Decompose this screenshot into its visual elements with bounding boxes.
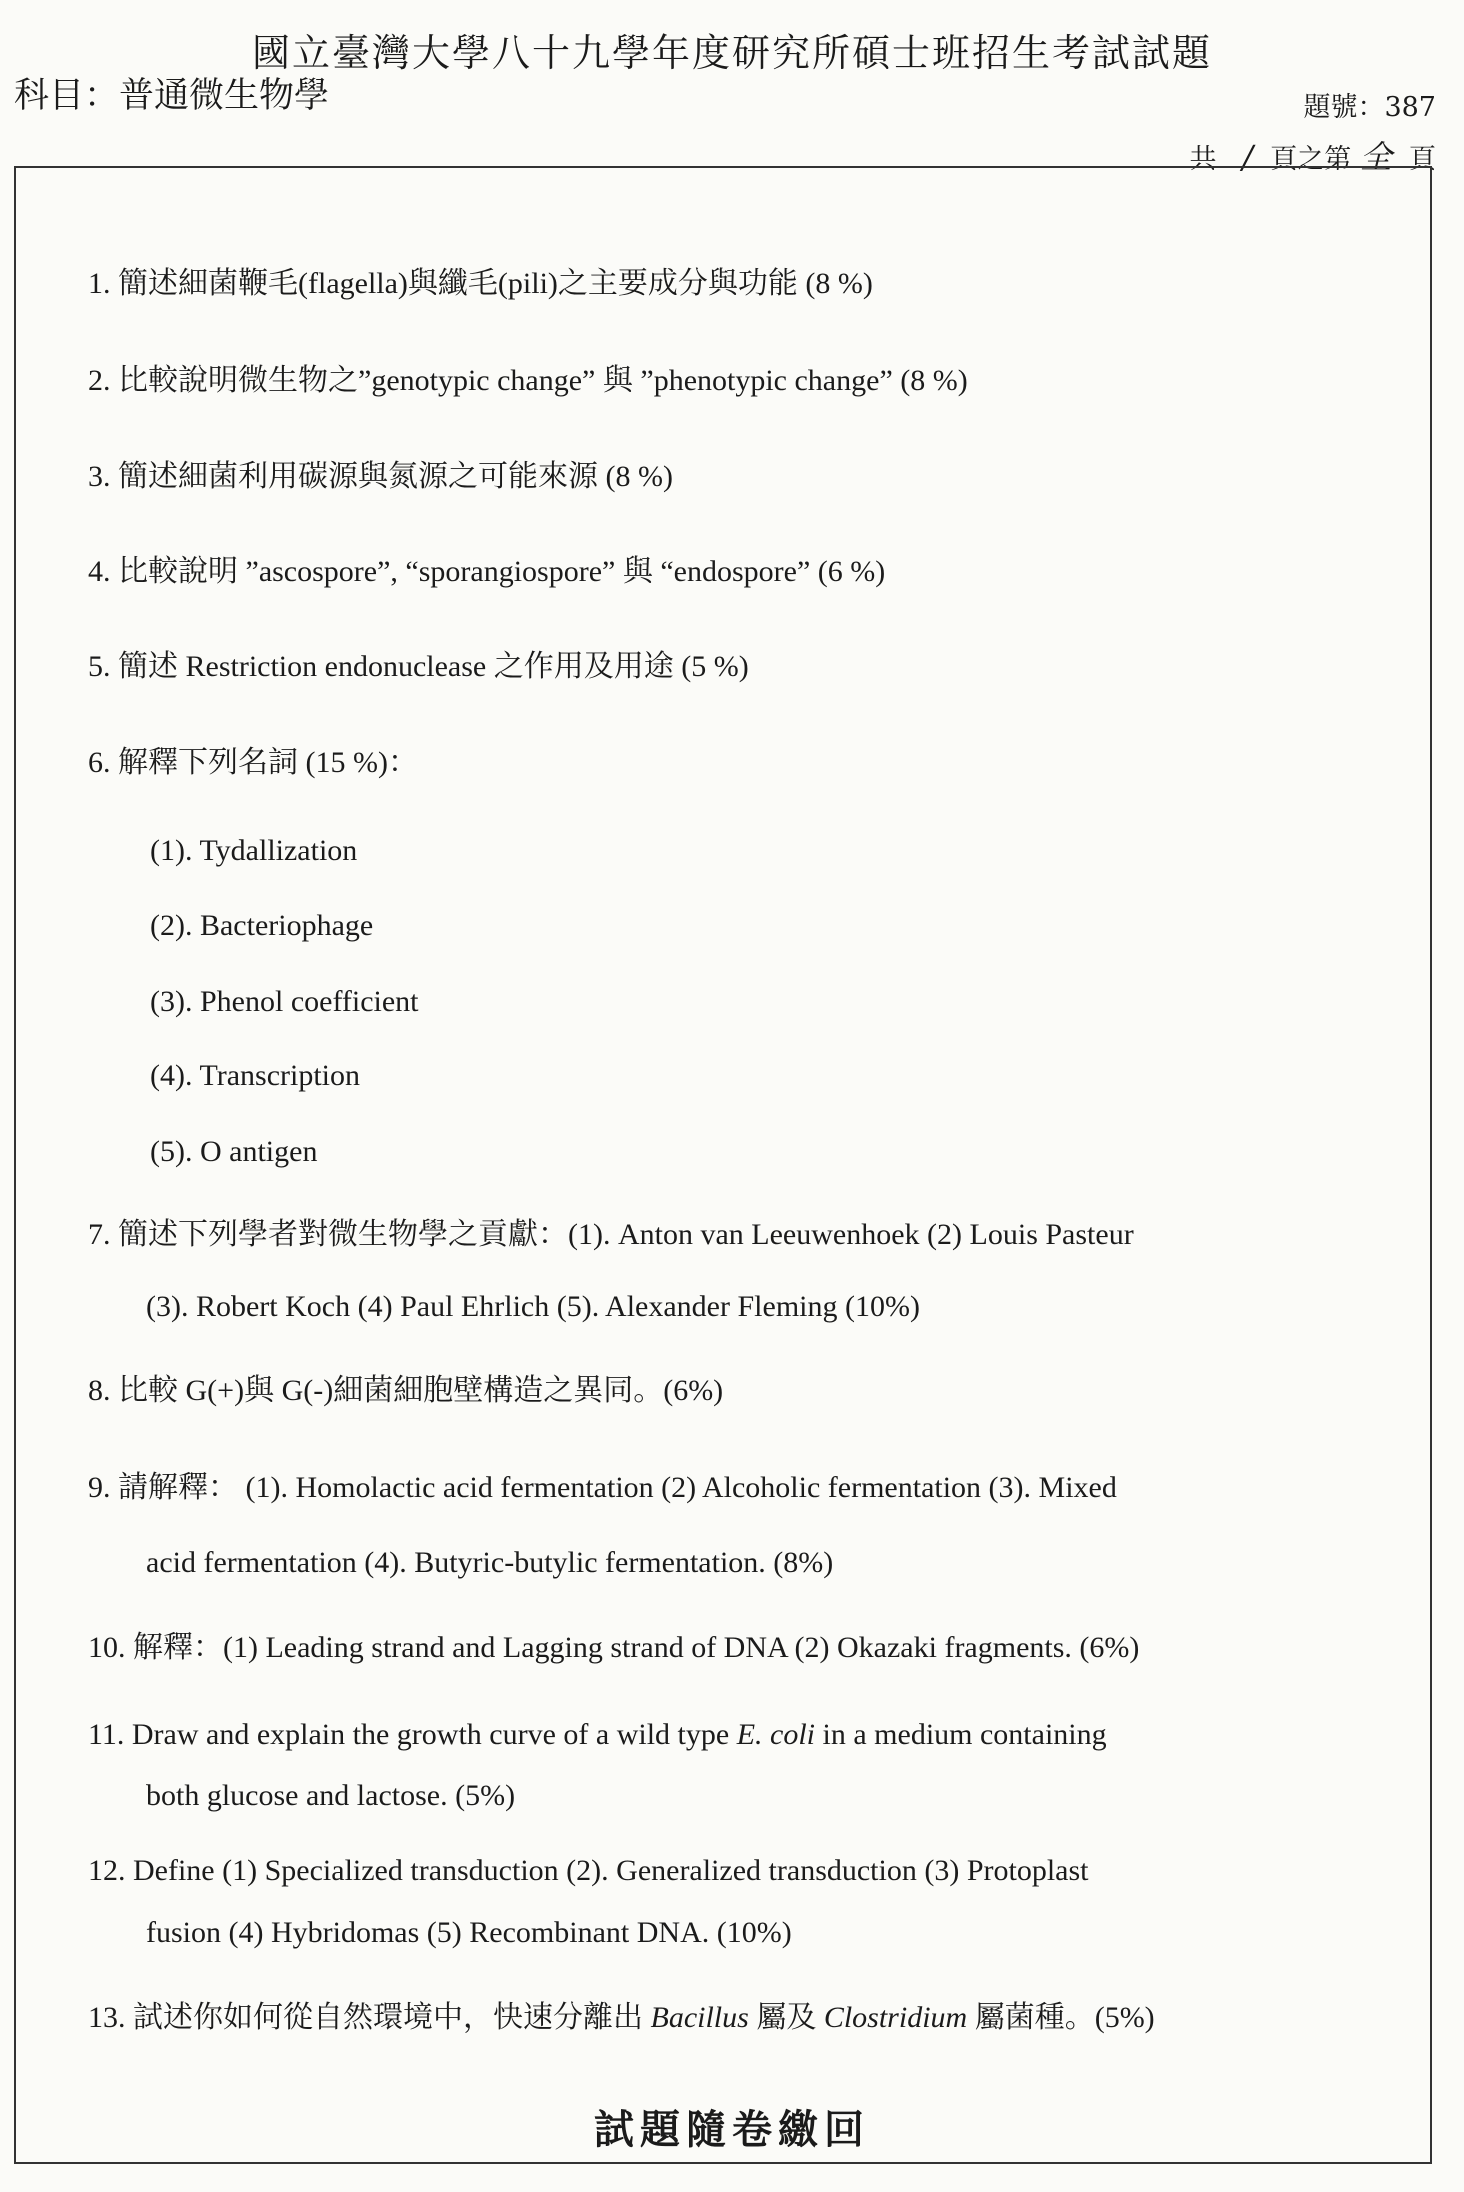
term-item: (1). Tydallization <box>150 834 358 867</box>
question-number-label: 7. <box>88 1218 111 1251</box>
question-11-continued: both glucose and lactose. (5%) <box>146 1779 516 1812</box>
page-total-value: / <box>1242 138 1254 176</box>
question-text: 比較說明微生物之”genotypic change” 與 ”phenotypic change” (8 %) <box>118 364 968 397</box>
question-text: 比較 G(+)與 G(-)細菌細胞壁構造之異同。(6%) <box>118 1374 724 1407</box>
question-text: Define (1) Specialized transduction (2). Generalized transduction (3) Protoplast <box>133 1854 1089 1887</box>
page-suffix: 頁 <box>1409 144 1436 175</box>
question-9 <box>88 1469 1117 1507</box>
question-text: 簡述 Restriction endonuclease 之作用及用途 (5 %) <box>118 650 749 683</box>
question-5 <box>88 648 749 686</box>
question-text: 簡述細菌鞭毛(flagella)與纖毛(pili)之主要成分與功能 (8 %) <box>118 267 873 300</box>
question-7-continued: (3). Robert Koch (4) Paul Ehrlich (5). Alexander Fleming (10%) <box>146 1290 920 1323</box>
question-number-label: 1. <box>88 267 111 300</box>
term-item: (3). Phenol coefficient <box>150 985 419 1018</box>
genus-bacillus: Bacillus <box>650 2001 749 2034</box>
question-number-label: 11. <box>88 1718 125 1751</box>
question-text: 解釋：(1) Leading strand and Lagging strand of DNA (2) Okazaki fragments. (6%) <box>133 1631 1140 1664</box>
question-text: 比較說明 ”ascospore”, “sporangiospore” 與 “endospore” (6 %) <box>118 555 886 588</box>
question-number-label: 12. <box>88 1854 126 1887</box>
question-text: 簡述細菌利用碳源與氮源之可能來源 (8 %) <box>118 460 673 493</box>
term-item: (4). Transcription <box>150 1059 360 1092</box>
question-text-italic: E. coli <box>736 1718 816 1751</box>
question-7 <box>88 1216 1134 1254</box>
question-number: 題號：387 <box>1303 92 1436 123</box>
page-current-value: 全 <box>1359 138 1392 176</box>
question-text-b: in a medium containing <box>815 1718 1107 1751</box>
page-total-prefix: 共 <box>1189 144 1217 175</box>
question-number-label: 2. <box>88 364 111 397</box>
question-number-label: 9. <box>88 1471 111 1504</box>
question-4 <box>88 553 885 591</box>
question-6 <box>88 744 418 782</box>
question-12 <box>88 1852 1089 1890</box>
question-text: 解釋下列名詞 (15 %)： <box>118 746 418 779</box>
term-item: (2). Bacteriophage <box>150 909 374 942</box>
question-number-label: 10. <box>88 1631 126 1664</box>
question-10 <box>88 1629 1139 1667</box>
question-11 <box>88 1716 1107 1754</box>
term-item: (5). O antigen <box>150 1135 318 1168</box>
return-notice: 試題隨卷繳回 <box>594 2106 870 2153</box>
question-13 <box>88 1999 1155 2037</box>
question-8 <box>88 1372 723 1410</box>
subject-label: 科目：普通微生物學 <box>14 76 330 116</box>
genus-clostridium: Clostridium <box>823 2001 968 2034</box>
question-number-label: 5. <box>88 650 111 683</box>
question-1 <box>88 265 873 303</box>
question-text: 請解釋： (1). Homolactic acid fermentation (2) Alcoholic fermentation (3). Mixed <box>118 1471 1117 1504</box>
page-middle: 頁之第 <box>1270 144 1352 175</box>
question-number-label: 13. <box>88 2001 126 2034</box>
question-text-b: 屬及 <box>748 2001 824 2034</box>
question-text: 簡述下列學者對微生物學之貢獻：(1). Anton van Leeuwenhoek (2) Louis Pasteur <box>118 1218 1134 1251</box>
question-2 <box>88 362 968 400</box>
question-number-label: 4. <box>88 555 111 588</box>
question-12-continued: fusion (4) Hybridomas (5) Recombinant DNA. (10%) <box>146 1916 792 1949</box>
question-text-a: 試述你如何從自然環境中，快速分離出 <box>133 2001 651 2034</box>
question-number-label: 8. <box>88 1374 111 1407</box>
question-3 <box>88 458 673 496</box>
question-number-label: 6. <box>88 746 111 779</box>
exam-title: 國立臺灣大學八十九學年度研究所碩士班招生考試試題 <box>251 31 1212 75</box>
question-9-continued: acid fermentation (4). Butyric-butylic fermentation. (8%) <box>146 1546 834 1579</box>
question-text-a: Draw and explain the growth curve of a wild type <box>131 1718 737 1751</box>
question-text-c: 屬菌種。(5%) <box>967 2001 1155 2034</box>
question-number-label: 3. <box>88 460 111 493</box>
